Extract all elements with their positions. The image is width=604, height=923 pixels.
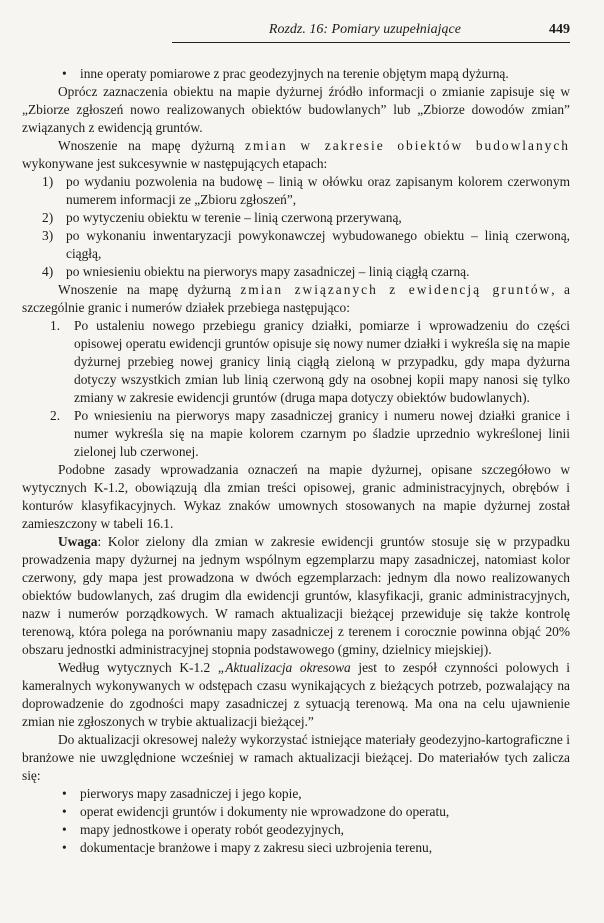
paragraph xyxy=(22,137,570,173)
list-number: 4) xyxy=(42,264,54,279)
procedure-list xyxy=(22,317,570,461)
bullet-icon: • xyxy=(62,786,67,801)
list-text: po wniesieniu obiektu na pierworys mapy zasadniczej – linią ciągłą czarną. xyxy=(66,264,470,279)
list-item xyxy=(22,227,570,263)
bullet-text: mapy jednostkowe i operaty robót geodezyjnych, xyxy=(80,822,345,837)
text-run: Wnoszenie na mapę dyżurną xyxy=(58,138,246,153)
bullet-icon: • xyxy=(62,822,67,837)
list-item xyxy=(22,173,570,209)
text-run: jest to zespół czynności polowych i kameralnych wykonywanych w odstępach czasu wynikających z bieżących potrzeb, pozwalający na doprowadzenie do zgodności mapy zasadniczej z sytuacją terenową. Ma ona na celu ujawnienie zmian nie zgłoszonych w trybie aktualizacji bieżącej.” xyxy=(22,660,570,729)
paragraph: Oprócz zaznaczenia obiektu na mapie dyżurnej źródło informacji o zmianie zapisuje się w „Zbiorze zgłoszeń nowo realizowanych obiektów budowlanych” lub „Zbiorze dowodów zmian” związanych z ewidencją gruntów. xyxy=(22,84,570,135)
text-run: Według wytycznych K-1.2 xyxy=(58,660,218,675)
bullet-icon: • xyxy=(62,840,67,855)
list-number: 3) xyxy=(42,228,54,243)
note-paragraph xyxy=(22,533,570,659)
list-text: Po ustaleniu nowego przebiegu granicy działki, pomiarze i wprowadzeniu do części opisowej operatu ewidencji gruntów opisuje się nowy numer działki i wykreśla się na mapie dyżurnej przebieg nowej granicy linią ciągłą zieloną w przypadku, gdy mapa dyżurna dotyczy wszystkich zmian lub linią czerwoną gdy na osobnej kopii mapy nanosi się tylko zmiany w zakresie ewidencji gruntów (druga mapa dotyczy obiektów budowlanych). xyxy=(74,318,570,405)
paragraph: Do aktualizacji okresowej należy wykorzystać istniejące materiały geodezyjno-kartograficzne i branżowe nie uwzględnione wcześniej w ramach aktualizacji bieżącej. Do materiałów tych zalicza się: xyxy=(22,732,570,783)
list-text: po wydaniu pozwolenia na budowę – linią w ołówku oraz zapisanym kolorem czerwonym numerem informacji ze „Zbioru zgłoszeń”, xyxy=(66,174,570,207)
list-item xyxy=(22,209,570,227)
paragraph xyxy=(22,659,570,731)
text-run: wykonywane jest sukcesywnie w następujących etapach: xyxy=(22,156,328,171)
bullet-icon: • xyxy=(62,804,67,819)
spaced-emphasis: zmian związanych z ewidencją gruntów xyxy=(240,282,552,297)
list-item xyxy=(22,317,570,407)
list-number: 2) xyxy=(42,210,54,225)
bullet-text: dokumentacje branżowe i mapy z zakresu sieci uzbrojenia terenu, xyxy=(80,840,433,855)
text-run: Wnoszenie na mapę dyżurną xyxy=(58,282,241,297)
list-text: Po wniesieniu na pierworys mapy zasadniczej granicy i numeru nowej działki granice i numer wykreśla się na mapie kolorem czarnym po śladzie uprzednio wykreślonej linii zielonej lub czerwonej. xyxy=(74,408,570,459)
list-item xyxy=(22,407,570,461)
list-item xyxy=(22,821,570,839)
page-number: 449 xyxy=(549,22,570,37)
bullet-text: operat ewidencji gruntów i dokumenty nie wprowadzone do operatu, xyxy=(80,804,450,819)
list-text: po wytyczeniu obiektu w terenie – linią czerwoną przerywaną, xyxy=(66,210,402,225)
list-number: 1) xyxy=(42,174,54,189)
bullet-icon: • xyxy=(62,66,67,81)
bullet-text: pierworys mapy zasadniczej i jego kopie, xyxy=(80,786,302,801)
paragraph xyxy=(22,281,570,317)
stage-list xyxy=(22,173,570,281)
list-number: 2. xyxy=(50,408,61,423)
running-head: Rozdz. 16: Pomiary uzupełniające xyxy=(268,22,461,37)
list-item xyxy=(22,65,570,83)
bullet-text: inne operaty pomiarowe z prac geodezyjnych na terenie objętym mapą dyżurną. xyxy=(80,66,509,81)
list-item xyxy=(22,839,570,857)
paragraph: Podobne zasady wprowadzania oznaczeń na mapie dyżurnej, opisane szczegółowo w wytycznych K-1.2, obowiązują dla zmian treści opisowej, granic administracyjnych, obrębów i konturów klasyfikacyjnych. Wykaz znaków umownych stosowanych na mapie dyżurnej został zamieszczony w tabeli 16.1. xyxy=(22,462,570,531)
note-label: Uwaga xyxy=(58,534,98,549)
page-body xyxy=(22,65,570,857)
list-item xyxy=(22,785,570,803)
list-number: 1. xyxy=(50,318,61,333)
page-header xyxy=(172,22,570,43)
spaced-emphasis: zmian w zakresie obiektów budowlanych xyxy=(245,138,570,153)
list-item xyxy=(22,263,570,281)
list-item xyxy=(22,803,570,821)
materials-list xyxy=(22,785,570,857)
text-run: , a szczególnie granic i numerów działek przebiega następująco: xyxy=(22,282,570,315)
text-run: : Kolor zielony dla zmian w zakresie ewidencji gruntów stosuje się w przypadku prowadzenia mapy dyżurnej na jednym wspólnym egzemplarzu mapy zasadniczej, natomiast kolor czerwony, gdy mapa jest prowadzona w dwóch egzemplarzach: jednym dla nowo realizowanych obiektów budowlanych, zaś drugim dla ewidencji gruntów, klasyfikacji, granic administracyjnych, nazw i numerów porządkowych. W ramach aktualizacji bieżącej przewiduje się także kontrolę terenową, która polega na porównaniu mapy zasadniczej z terenem i corocznie powinna objąć 20% obszaru jednostki administracyjnej stopnia podstawowego (gminy, dzielnicy miejskiej). xyxy=(22,534,570,657)
list-text: po wykonaniu inwentaryzacji powykonawczej wybudowanego obiektu – linią czerwoną, ciągłą, xyxy=(66,228,570,261)
italic-term: „Aktualizacja okresowa xyxy=(217,660,351,675)
